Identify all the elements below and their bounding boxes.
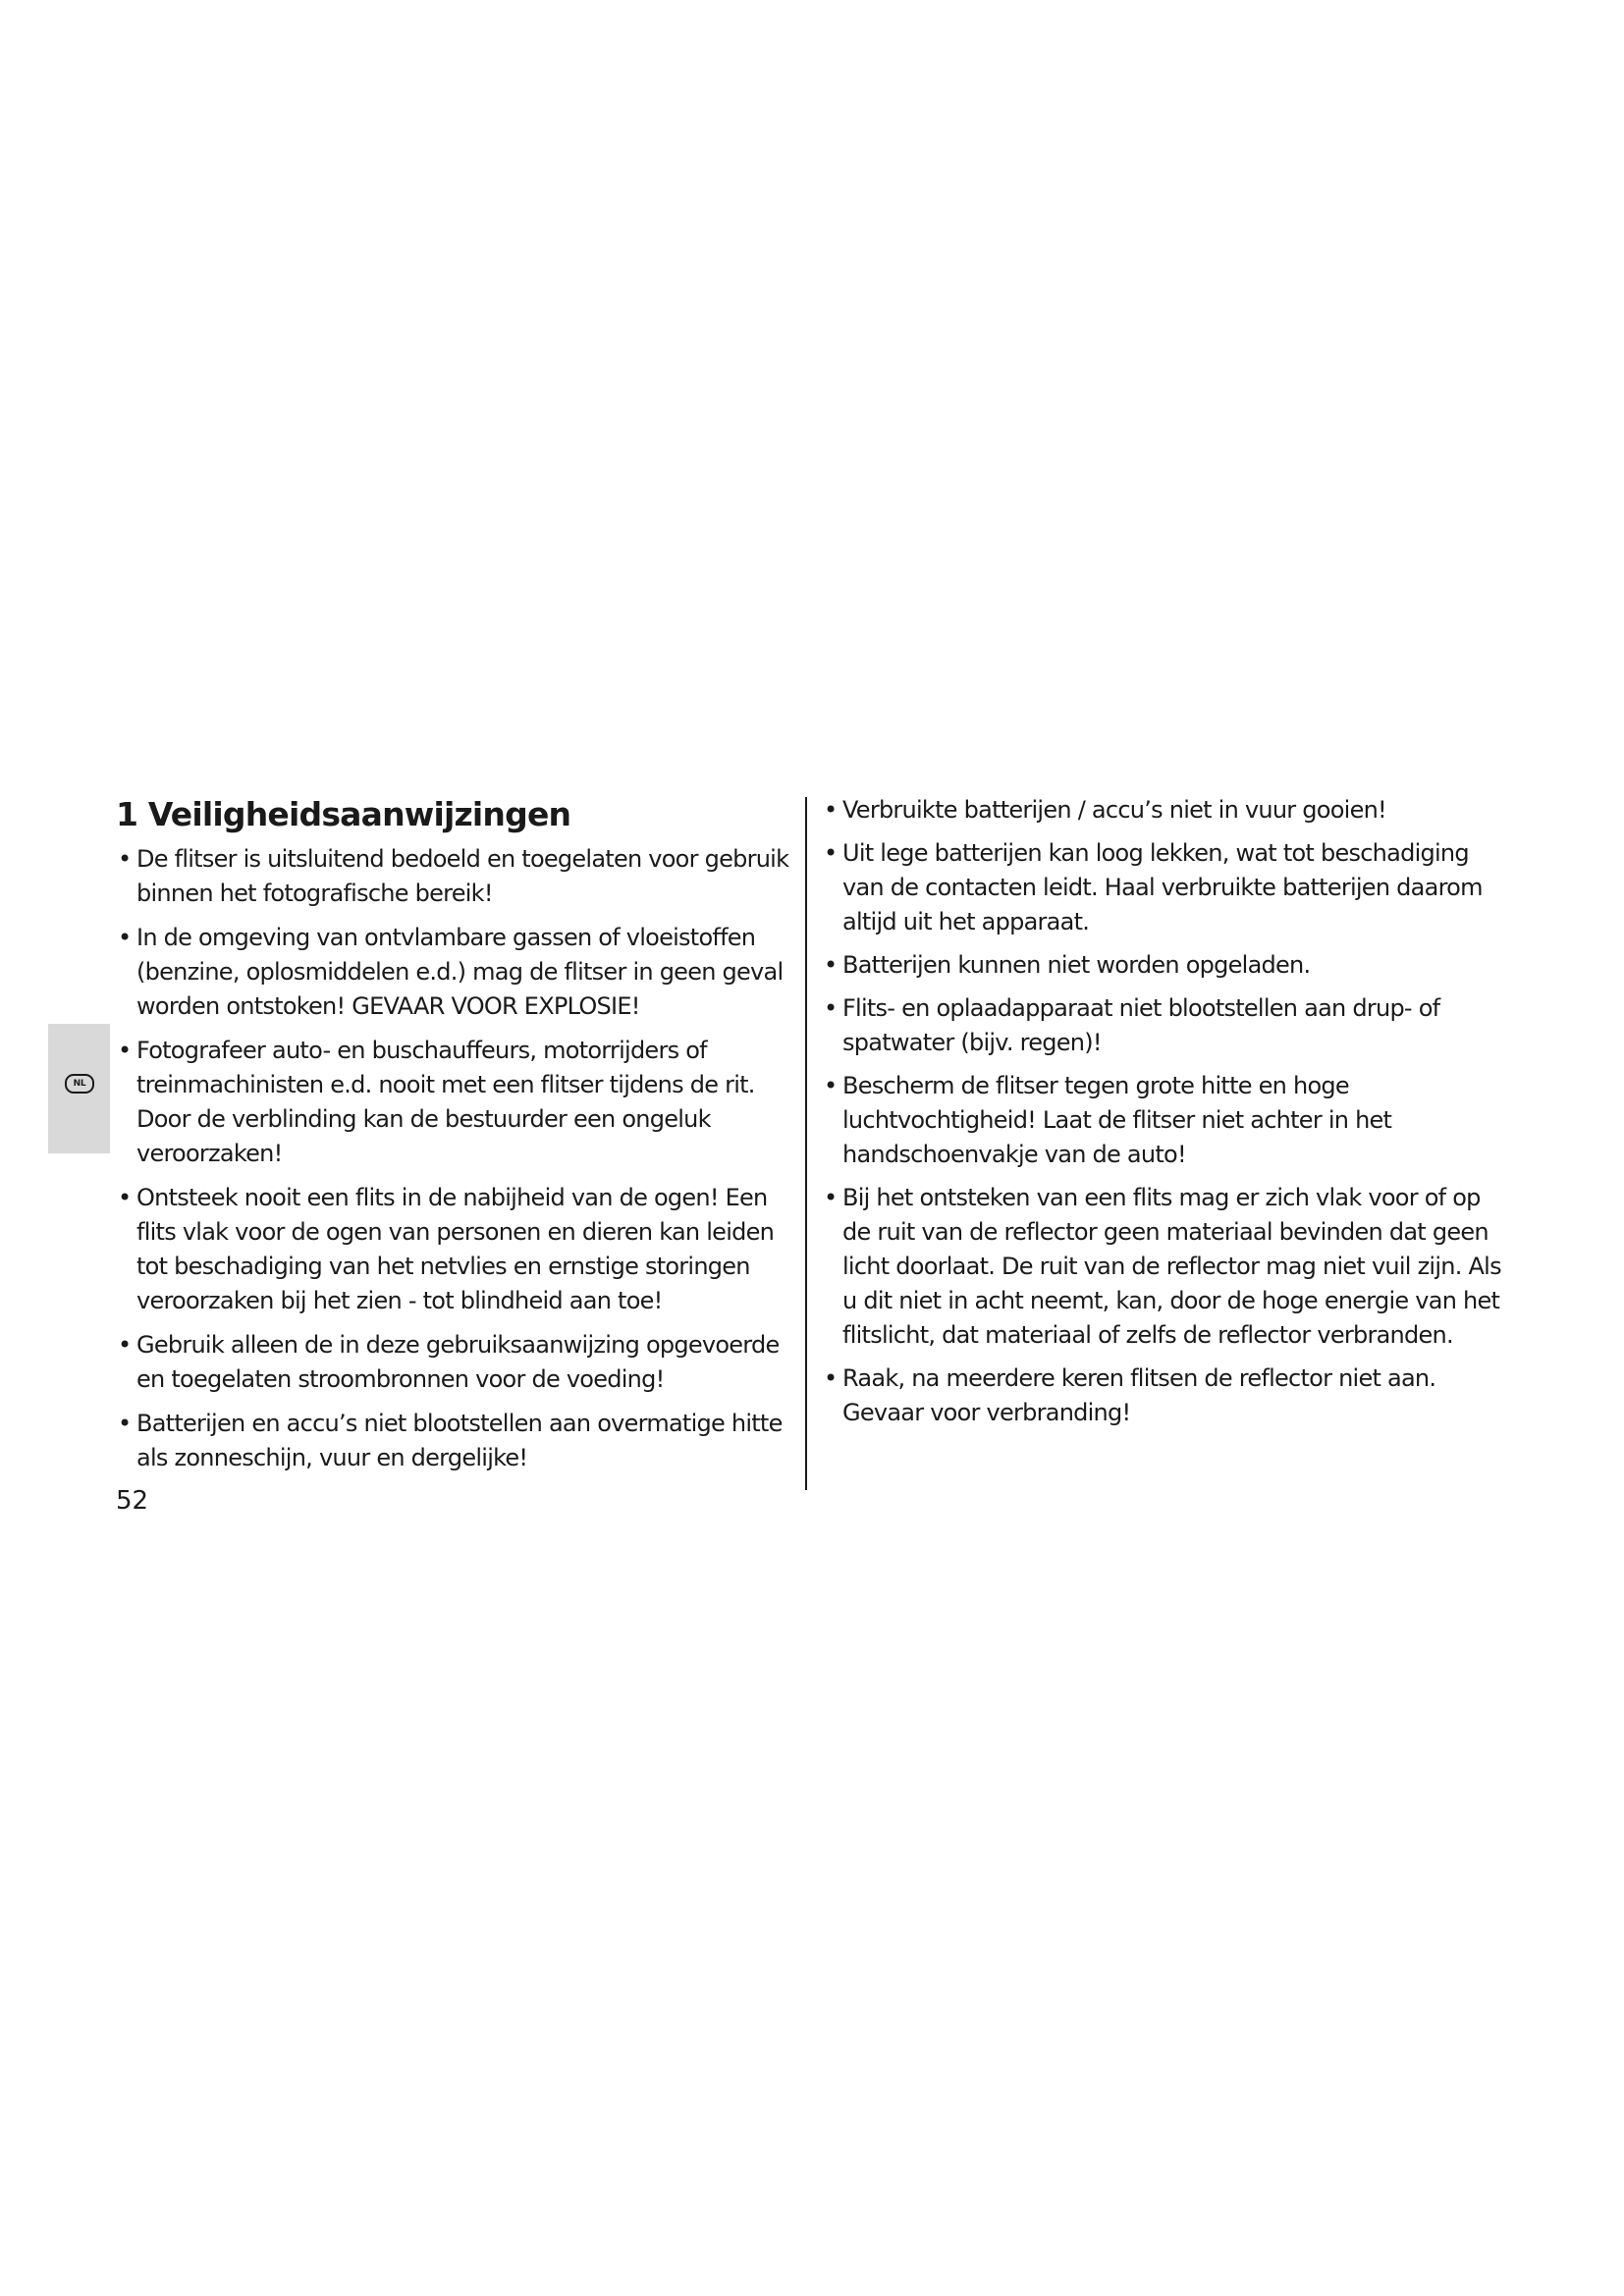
- bullet-icon: •: [118, 1410, 132, 1437]
- list-item-text: De flitser is uitsluitend bedoeld en toegelaten voor gebruik binnen het fotografische bereik!: [136, 845, 789, 907]
- list-item: [116, 1407, 803, 1475]
- list-item-text: Gebruik alleen de in deze gebruiksaanwijzing opgevoerde en toegelaten stroombronnen voor de voeding!: [136, 1331, 780, 1393]
- bullet-icon: •: [824, 1072, 838, 1099]
- list-item: [116, 1034, 803, 1171]
- list-item: [116, 921, 803, 1024]
- list-item: [822, 1069, 1514, 1172]
- list-item: [822, 793, 1514, 828]
- list-item-text: Verbruikte batterijen / accu’s niet in vuur gooien!: [842, 796, 1386, 824]
- bullet-icon: •: [824, 796, 838, 824]
- bullet-icon: •: [118, 1037, 132, 1064]
- bullet-icon: •: [824, 1364, 838, 1392]
- bullet-icon: •: [118, 1331, 132, 1359]
- bullet-icon: •: [824, 839, 838, 867]
- list-item: [822, 991, 1514, 1060]
- list-item: [822, 836, 1514, 939]
- bullet-icon: •: [824, 994, 838, 1022]
- bullet-icon: •: [824, 1184, 838, 1211]
- list-item-text: Bescherm de flitser tegen grote hitte en hoge luchtvochtigheid! Laat de flitser niet achter in het handschoenvakje van de auto!: [842, 1072, 1392, 1168]
- list-item-text: Batterijen en accu’s niet blootstellen aan overmatige hitte als zonneschijn, vuur en dergelijke!: [136, 1410, 783, 1471]
- left-column: [116, 793, 803, 1485]
- list-item: [822, 1181, 1514, 1353]
- list-item-text: In de omgeving van ontvlambare gassen of vloeistoffen (benzine, oplosmiddelen e.d.) mag de flitser in geen geval worden ontstoken! GEVAAR VOOR EXPLOSIE!: [136, 924, 784, 1020]
- language-badge: NL: [65, 1074, 94, 1094]
- bullet-icon: •: [118, 845, 132, 873]
- list-item-text: Bij het ontsteken van een flits mag er zich vlak voor of op de ruit van de reflector geen materiaal bevinden dat geen licht doorlaat. De ruit van de reflector mag niet vuil zijn. Als u dit niet in acht neemt, kan, door de hoge energie van het flitslicht, dat materiaal of zelfs de reflector verbranden.: [842, 1184, 1501, 1349]
- column-divider: [805, 797, 807, 1490]
- list-item: [116, 1328, 803, 1397]
- list-item: [822, 948, 1514, 983]
- list-item-text: Ontsteek nooit een flits in de nabijheid van de ogen! Een flits vlak voor de ogen van personen en dieren kan leiden tot beschadiging van het netvlies en ernstige storingen veroorzaken bij het zien - tot blindheid aan toe!: [136, 1184, 775, 1314]
- list-item: [822, 1362, 1514, 1430]
- list-item-text: Raak, na meerdere keren flitsen de reflector niet aan. Gevaar voor verbranding!: [842, 1364, 1436, 1426]
- bullet-icon: •: [118, 1184, 132, 1211]
- list-item: [116, 1181, 803, 1318]
- section-title: 1 Veiligheidsaanwijzingen: [116, 795, 571, 833]
- bullet-icon: •: [824, 951, 838, 979]
- safety-list-right: [822, 793, 1514, 1430]
- list-item-text: Flits- en oplaadapparaat niet blootstellen aan drup- of spatwater (bijv. regen)!: [842, 994, 1440, 1056]
- list-item: [116, 842, 803, 911]
- bullet-icon: •: [118, 924, 132, 951]
- safety-list-left: [116, 842, 803, 1475]
- list-item-text: Fotografeer auto- en buschauffeurs, motorrijders of treinmachinisten e.d. nooit met een flitser tijdens de rit. Door de verblinding kan de bestuurder een ongeluk veroorzaken!: [136, 1037, 755, 1167]
- list-item-text: Batterijen kunnen niet worden opgeladen.: [842, 951, 1311, 979]
- list-item-text: Uit lege batterijen kan loog lekken, wat tot beschadiging van de contacten leidt. Haal verbruikte batterijen daarom altijd uit het apparaat.: [842, 839, 1483, 935]
- page-number: 52: [116, 1486, 149, 1516]
- right-column: [822, 793, 1514, 1439]
